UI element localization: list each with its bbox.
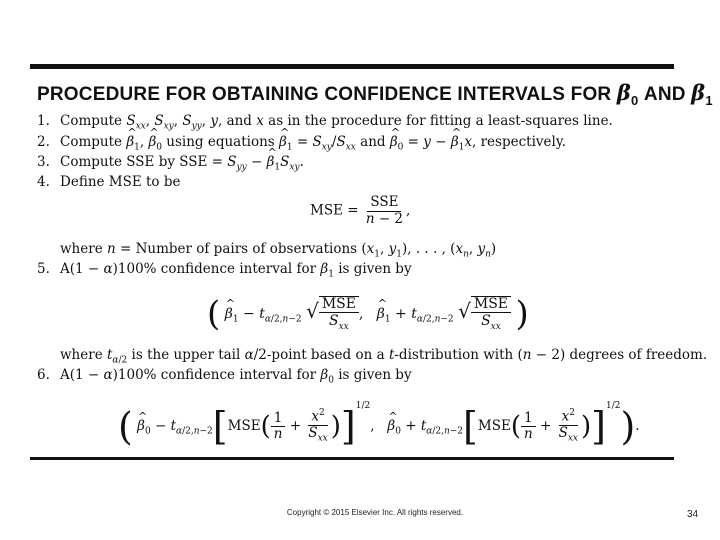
ci-beta1: ( ^ $\beta_1 - t_{\alpha/2,n-2}$ √ $\frac{\text{MSE}}{S_{xx}}$ , ^ $\beta_1 + t_{\alpha/2,n-2}$ √ $\frac{\text{MSE}}{S_{xx}}$ )	[207, 296, 529, 332]
step-text: Define MSE to be	[60, 174, 181, 190]
mse-numerator: SSE	[367, 196, 401, 212]
where-n: where n = Number of pairs of observations ($x_1$, $y_1$), . . . , ($x_n$, $y_n$)	[60, 241, 497, 260]
title-beta0: β	[616, 80, 631, 105]
copyright-text: Copyright © 2015 Elsevier Inc. All rights reserved.	[286, 508, 464, 517]
step-text: Compute ^ $\beta_1$, ^ $\beta_0$ using equations ^ $\beta_1 = S_{xy}/S_{xx}$ and ^ $\beta_0 = y$ − ^ $\beta_1x$, respectively.	[60, 136, 566, 153]
step-number: 5.	[37, 261, 50, 277]
mse-fraction	[363, 196, 406, 226]
step-number: 6.	[37, 367, 50, 383]
top-rule	[30, 64, 674, 69]
step-number: 1.	[37, 113, 50, 129]
step-number: 4.	[37, 174, 50, 190]
mse-lhs: MSE =	[310, 202, 359, 219]
mse-denominator: n − 2	[365, 210, 404, 227]
step-text: A(1 − α)100% confidence interval for $\beta_0$ is given by	[60, 367, 412, 386]
ci-beta0: ( ^ $\beta_0 - t_{\alpha/2,n-2}[MSE$( $\frac{1}{n}$ + $\frac{x^2}{S_{xx}}$ )]$^{1/2}$, ^ $\beta_0 + t_{\alpha/2,n-2}[MSE$( $\frac{1}{n}$ + $\frac{x^2}{S_{xx}}$ )]$^{1/2}$).	[118, 402, 640, 446]
bottom-rule	[30, 457, 674, 460]
step-text: Compute SSE by SSE = $S_{yy}$ − ^ $\beta_1S_{xy}$.	[60, 156, 304, 173]
mse-formula	[310, 196, 410, 226]
step-text: A(1 − α)100% confidence interval for $\beta_1$ is given by	[60, 261, 412, 280]
title-sub0: 0	[630, 92, 639, 108]
where-t: where $t_{\alpha/2}$ is the upper tail α/2-point based on a t-distribution with (n − 2) degrees of freedom.	[60, 347, 708, 366]
mse-comma: ,	[406, 202, 411, 219]
title-and: AND	[638, 84, 692, 105]
procedure-title	[37, 80, 713, 108]
title-sub1: 1	[705, 92, 713, 108]
step-number: 3.	[37, 154, 50, 170]
page-number: 34	[687, 509, 699, 520]
title-beta1: β	[691, 80, 706, 105]
step-number: 2.	[37, 134, 50, 150]
step-text: Compute $S_{xx}$, $S_{xy}$, $S_{yy}$, y, and x as in the procedure for fitting a least-squares line.	[60, 113, 613, 132]
title-text: PROCEDURE FOR OBTAINING CONFIDENCE INTERVALS FOR	[37, 84, 617, 105]
